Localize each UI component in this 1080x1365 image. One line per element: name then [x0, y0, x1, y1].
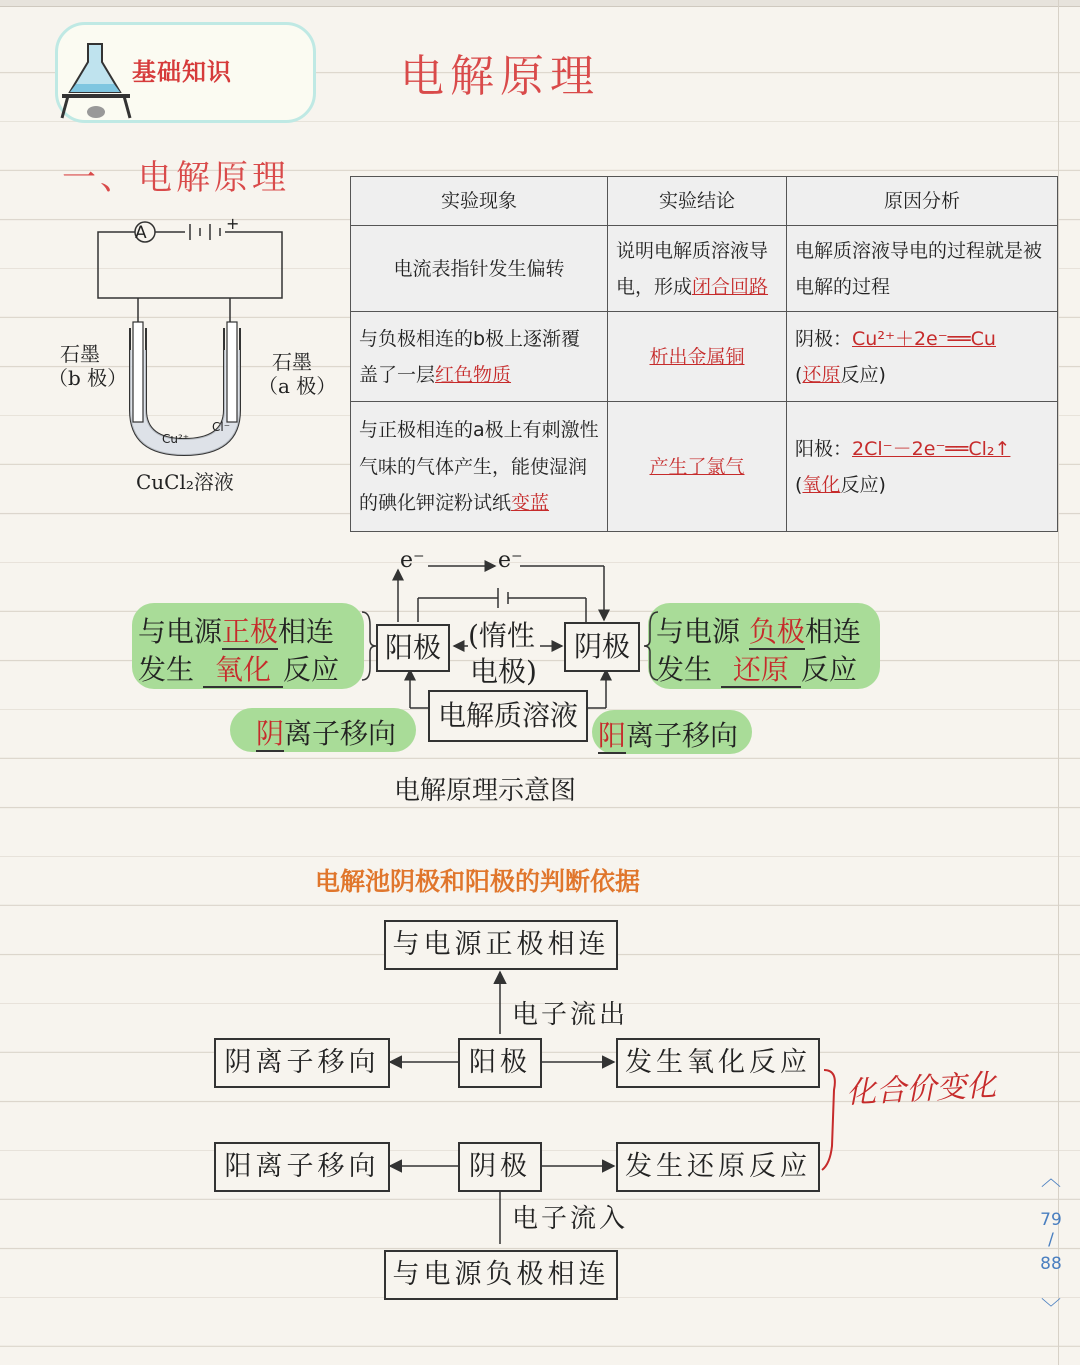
page-current: 79: [1040, 1210, 1062, 1230]
plus-sign: +: [226, 214, 240, 233]
electron-out-label: 电子流出: [512, 1000, 629, 1030]
handwritten-note: 化合价变化: [845, 1068, 997, 1111]
cell-text: 反应): [840, 473, 886, 496]
page-title: 电解原理: [400, 51, 600, 102]
equation: 2Cl⁻－2e⁻══Cl₂↑: [852, 437, 1011, 460]
cell-text: 说明电解质溶液导: [616, 239, 769, 262]
key-term: 氧化: [203, 653, 283, 688]
badge-label: 基础知识: [132, 58, 232, 86]
schematic-text: 离子移向: [284, 717, 397, 750]
table-cell: 电解质溶液导电的过程就是被电解的过程: [787, 226, 1058, 312]
schematic-text: 反应: [800, 653, 857, 686]
chevron-up-icon[interactable]: ︿: [1041, 1166, 1061, 1190]
solution-label: CuCl₂溶液: [136, 470, 234, 494]
anode-flow-box: 阳极: [458, 1038, 542, 1088]
key-term: 红色物质: [435, 363, 512, 386]
key-term: 变蓝: [511, 491, 550, 514]
left-line-2: [138, 648, 339, 688]
right-line-2: [656, 648, 857, 688]
key-term: 析出金属铜: [649, 345, 745, 368]
flow-title: 电解池阴极和阳极的判断依据: [315, 867, 641, 896]
key-term: 还原: [721, 653, 801, 688]
cation-move-box: 阳离子移向: [214, 1142, 390, 1192]
schematic-text: 离子移向: [626, 719, 739, 752]
schematic-text: 发生: [656, 653, 713, 686]
page-separator: /: [1048, 1230, 1054, 1250]
electrolyte-box: 电解质溶液: [428, 690, 588, 742]
key-term: 氧化: [802, 473, 841, 496]
schematic-text: 反应: [282, 653, 339, 686]
table-cell: 阳极：2Cl⁻－2e⁻══Cl₂↑ (氧化反应): [787, 402, 1058, 532]
table-header: 实验结论: [608, 177, 787, 226]
ammeter-label: A: [135, 223, 147, 243]
right-line-1: [656, 610, 861, 650]
section-title: 一、电解原理: [62, 158, 290, 198]
key-term: 阴: [256, 717, 285, 750]
electron-label-1: e⁻: [400, 548, 425, 573]
electron-in-label: 电子流入: [512, 1204, 629, 1234]
cell-text: 与正极相连的a极上有刺激性气味的气体产生，能使湿润的碘化钾淀粉试纸: [359, 419, 599, 514]
inert-label: (惰性: [468, 619, 535, 652]
table-header: 原因分析: [787, 177, 1058, 226]
left-electrode-label: 石墨: [60, 342, 100, 366]
table-cell: 电流表指针发生偏转: [351, 226, 608, 312]
equation: Cu²⁺＋2e⁻══Cu: [852, 327, 996, 350]
key-term: 还原: [802, 363, 841, 386]
key-term: 负极: [748, 615, 805, 648]
key-term: 正极: [222, 615, 279, 648]
anode-box: 阳极: [376, 624, 450, 672]
right-electrode-sub: （a 极）: [258, 374, 337, 398]
oxidation-box: 发生氧化反应: [616, 1038, 820, 1088]
schematic-text: 相连: [804, 615, 861, 648]
table-header: 实验现象: [351, 177, 608, 226]
schematic-caption: 电解原理示意图: [394, 776, 577, 806]
positive-terminal-box: 与电源正极相连: [384, 920, 618, 970]
left-line-1: [138, 610, 334, 650]
anion-move-label: [256, 712, 396, 752]
left-electrode-sub: （b 极）: [48, 366, 128, 390]
table-cell: 阴极：Cu²⁺＋2e⁻══Cu (还原反应): [787, 312, 1058, 402]
key-term: 阳: [598, 719, 627, 752]
cell-text: 阴极：: [795, 327, 853, 350]
cell-text: 阳极：: [795, 437, 853, 460]
anion-move-box: 阴离子移向: [214, 1038, 390, 1088]
cathode-box: 阴极: [564, 622, 640, 672]
electron-label-2: e⁻: [498, 548, 523, 573]
cell-text: 与负极相连的b极上逐渐覆盖了一层: [359, 327, 581, 386]
schematic-text: 相连: [278, 615, 335, 648]
schematic-text: 与电源: [138, 615, 223, 648]
negative-terminal-box: 与电源负极相连: [384, 1250, 618, 1300]
reduction-box: 发生还原反应: [616, 1142, 820, 1192]
key-term: 产生了氯气: [649, 455, 745, 478]
key-term: 闭合回路: [692, 275, 769, 298]
cation-label: Cu²⁺: [162, 432, 190, 446]
chevron-down-icon[interactable]: ﹀: [1041, 1296, 1061, 1320]
schematic-text: 发生: [138, 653, 195, 686]
cell-text: 反应): [840, 363, 886, 386]
right-electrode-label: 石墨: [272, 350, 312, 374]
schematic-text: 与电源: [656, 615, 741, 648]
inert-label-2: 电极): [470, 655, 537, 688]
cell-text: 电，形成: [616, 275, 693, 298]
cation-move-label: [598, 714, 738, 754]
cathode-flow-box: 阴极: [458, 1142, 542, 1192]
page-total: 88: [1040, 1254, 1062, 1274]
anion-label: Cl⁻: [212, 420, 231, 434]
